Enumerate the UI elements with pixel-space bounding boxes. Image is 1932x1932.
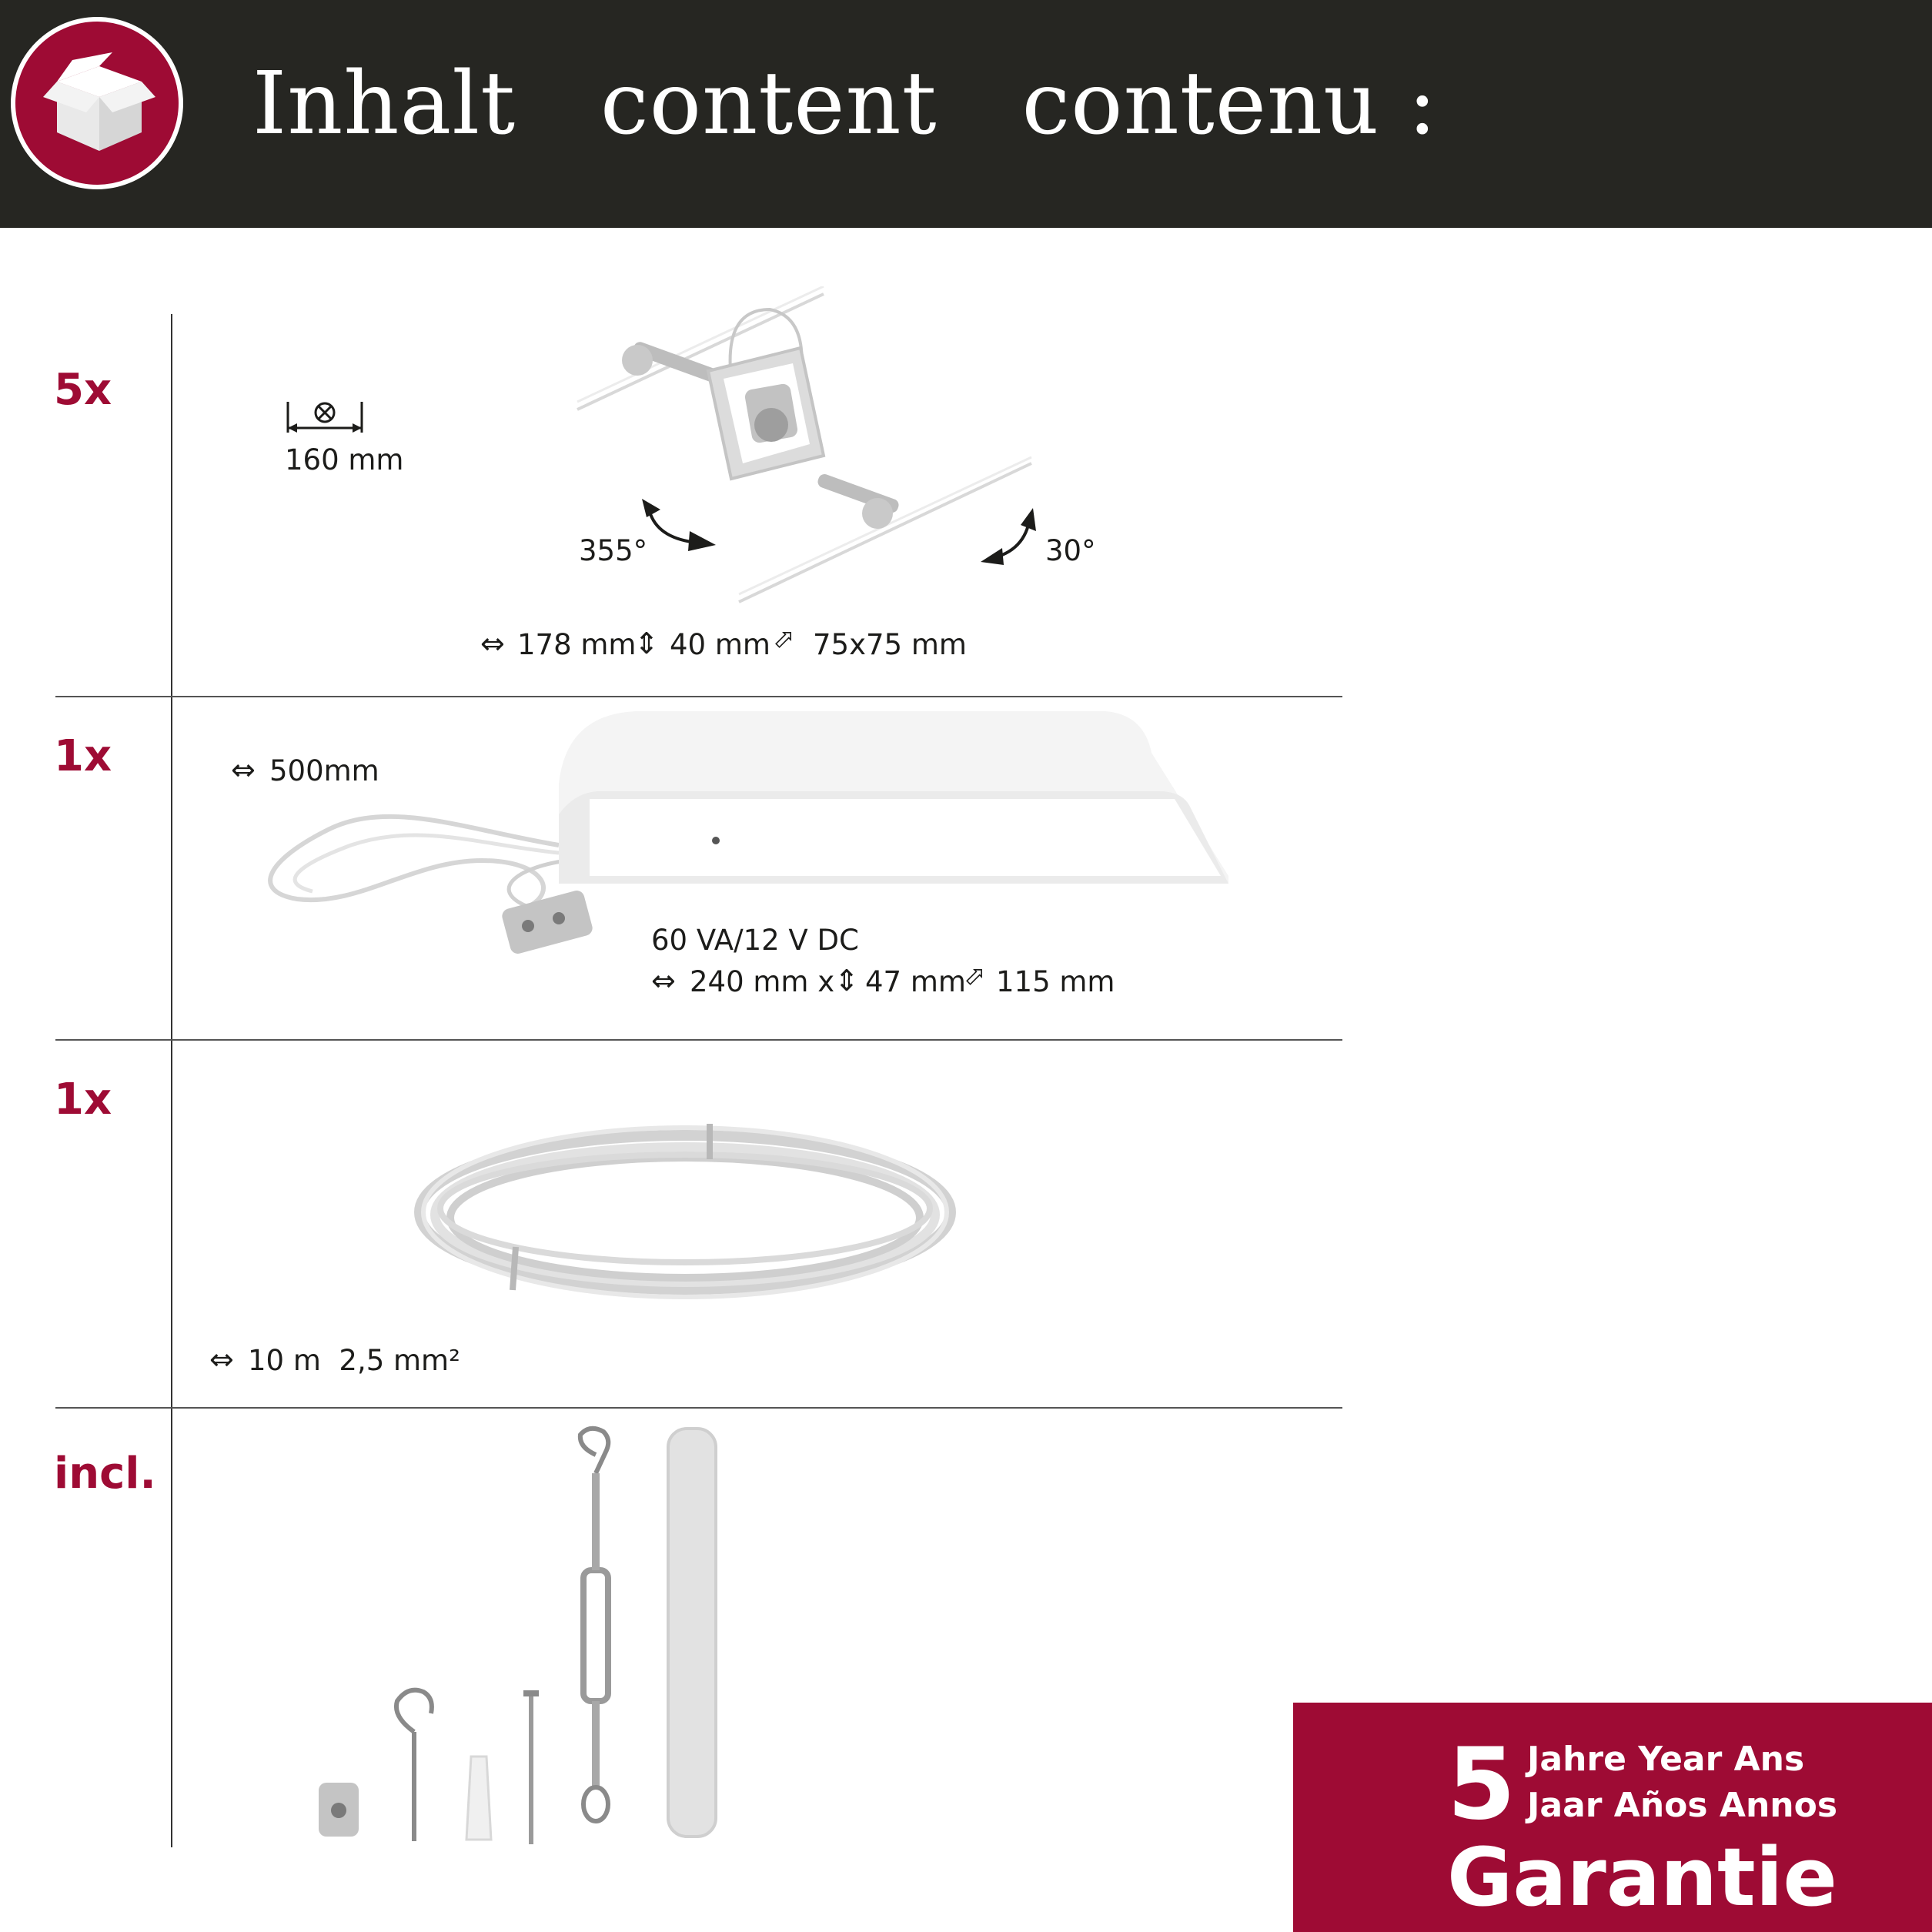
tilt-arrow-icon: [979, 505, 1041, 567]
open-box-icon: [42, 52, 157, 160]
spacer-tube: [668, 1429, 716, 1837]
row-divider: [55, 1039, 1342, 1041]
width-arrow-icon: ⇔: [209, 1342, 234, 1376]
transformer-width: 240 mm x: [690, 965, 835, 998]
row-quantity: 1x: [54, 1075, 112, 1125]
screw-hook: [396, 1690, 432, 1841]
row-quantity: 5x: [54, 365, 112, 415]
column-divider: [171, 314, 172, 1847]
box-logo: [11, 17, 183, 189]
transformer-rating: 60 VA/12 V DC: [651, 924, 859, 957]
height-arrow-icon: ⇕: [834, 964, 859, 998]
guarantee-word: Garantie: [1447, 1830, 1837, 1924]
rotate-arrow-icon: [637, 497, 722, 551]
guarantee-years: 5: [1447, 1727, 1516, 1842]
rotation-right-label: 30°: [1045, 534, 1096, 567]
width-arrow-icon: ⇔: [231, 753, 256, 787]
wire-length: 10 m 2,5 mm²: [248, 1344, 460, 1377]
turnbuckle: [580, 1429, 608, 1473]
spacing-icon: [285, 399, 365, 436]
spotlight-height: 40 mm: [670, 628, 770, 661]
transformer-depth: 115 mm: [996, 965, 1115, 998]
guarantee-line-1: Jahre Year Ans: [1527, 1740, 1805, 1779]
page-title: Inhalt content contenu :: [252, 54, 1438, 154]
diagonal-arrow-icon: ⬀: [773, 623, 795, 654]
row-divider: [55, 696, 1342, 697]
spacing-label: 160 mm: [285, 443, 404, 476]
height-arrow-icon: ⇕: [634, 627, 659, 660]
guarantee-line-2: Jaar Años Annos: [1527, 1786, 1838, 1825]
width-arrow-icon: ⇔: [651, 964, 676, 998]
row-quantity: 1x: [54, 731, 112, 781]
diagonal-arrow-icon: ⬀: [964, 961, 986, 991]
wall-plug: [466, 1757, 491, 1840]
spotlight-size: 75x75 mm: [813, 628, 967, 661]
width-arrow-icon: ⇔: [480, 627, 505, 660]
row-quantity: incl.: [54, 1449, 156, 1499]
spotlight-length: 178 mm: [517, 628, 637, 661]
row-divider: [55, 1407, 1342, 1409]
mounting-hardware-image: [308, 1424, 739, 1855]
rotation-left-label: 355°: [579, 534, 648, 567]
wire-coil-image: [408, 1116, 970, 1316]
transformer-height: 47 mm: [865, 965, 966, 998]
cable-length-label: 500mm: [269, 754, 379, 787]
